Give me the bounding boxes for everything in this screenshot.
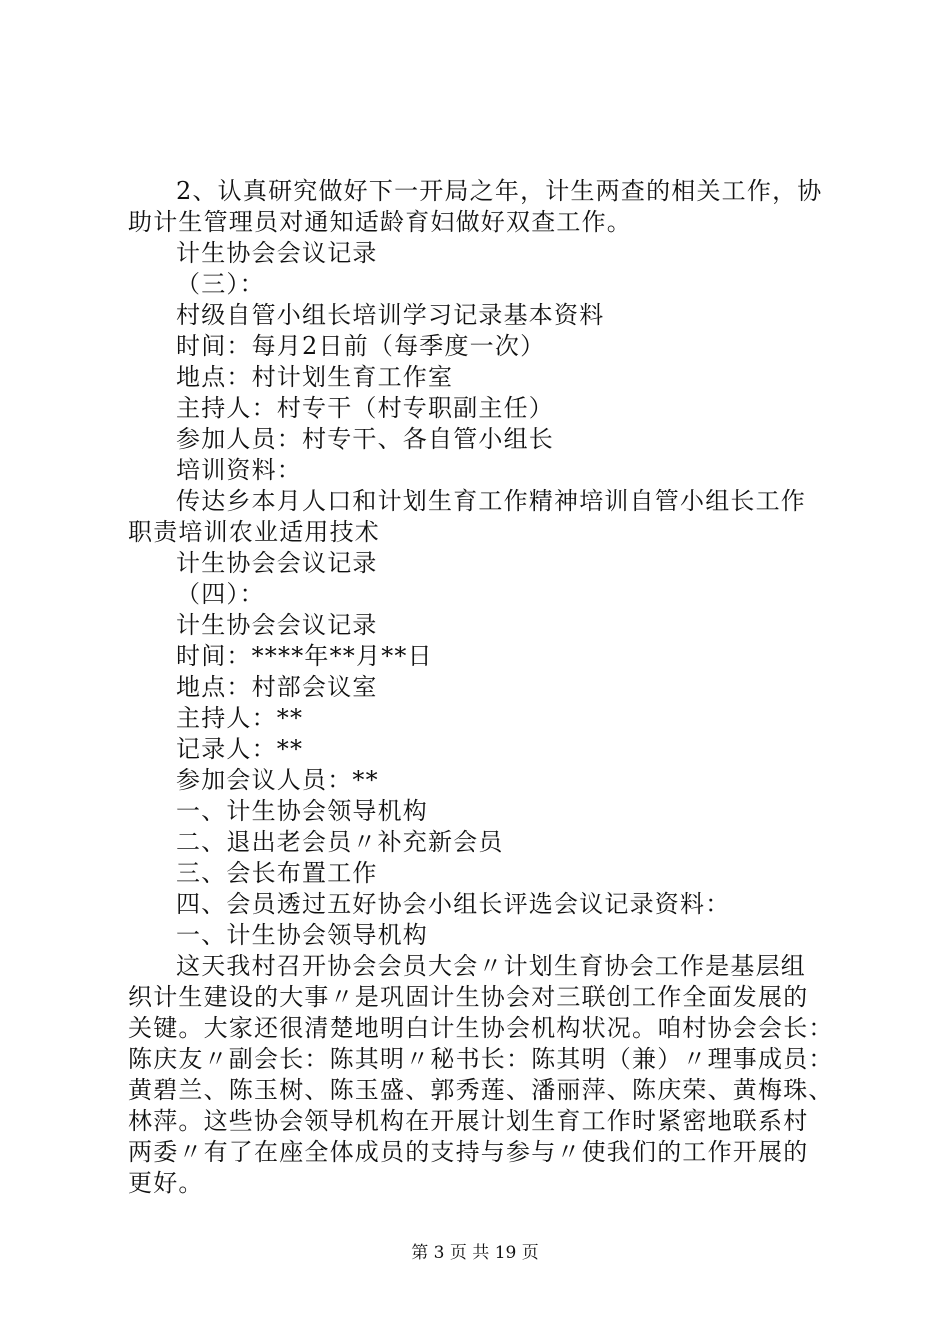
text-line: 陈庆友〃副会长：陈其明〃秘书长：陈其明（兼）〃理事成员： (128, 1045, 834, 1073)
text-line: 林萍。这些协会领导机构在开展计划生育工作时紧密地联系村 (128, 1107, 809, 1135)
text-line: 培训资料： (176, 456, 302, 484)
text-line: 记录人：** (176, 735, 304, 763)
text-line: 二、退出老会员〃补充新会员 (176, 828, 504, 856)
text-line: 一、计生协会领导机构 (176, 921, 428, 949)
text-line: 更好。 (128, 1169, 204, 1197)
text-line: 参加人员：村专干、各自管小组长 (176, 425, 554, 453)
text-line: 黄碧兰、陈玉树、陈玉盛、郭秀莲、潘丽萍、陈庆荣、黄梅珠、 (128, 1076, 834, 1104)
text-line: 时间：每月2日前（每季度一次） (176, 332, 546, 360)
document-body (128, 176, 836, 1199)
text-line: （三）： (176, 270, 265, 298)
text-line: 传达乡本月人口和计划生育工作精神培训自管小组长工作 (176, 487, 806, 515)
text-line: 职责培训农业适用技术 (128, 518, 380, 546)
text-line: （四）： (176, 580, 265, 608)
text-line: 计生协会会议记录 (176, 611, 378, 639)
text-line: 一、计生协会领导机构 (176, 797, 428, 825)
text-line: 织计生建设的大事〃是巩固计生协会对三联创工作全面发展的 (128, 983, 809, 1011)
text-line: 时间：****年**月**日 (176, 642, 433, 670)
text-line: 主持人：** (176, 704, 304, 732)
text-line: 2、认真研究做好下一开局之年，计生两查的相关工作，协 (176, 177, 823, 205)
text-line: 地点：村计划生育工作室 (176, 363, 454, 391)
text-line: 主持人：村专干（村专职副主任） (176, 394, 554, 422)
text-line: 村级自管小组长培训学习记录基本资料 (176, 301, 605, 329)
text-line: 参加会议人员：** (176, 766, 379, 794)
text-line: 三、会长布置工作 (176, 859, 378, 887)
page-number-footer: 第 3 页 共 19 页 (411, 1243, 539, 1263)
text-line: 助计生管理员对通知适龄育妇做好双查工作。 (128, 208, 632, 236)
text-line: 这天我村召开协会会员大会〃计划生育协会工作是基层组 (176, 952, 806, 980)
text-line: 关键。大家还很清楚地明白计生协会机构状况。咱村协会会长： (128, 1014, 834, 1042)
text-line: 地点：村部会议室 (176, 673, 378, 701)
text-line: 四、会员透过五好协会小组长评选会议记录资料： (176, 890, 731, 918)
text-line: 两委〃有了在座全体成员的支持与参与〃使我们的工作开展的 (128, 1138, 809, 1166)
text-line: 计生协会会议记录 (176, 239, 378, 267)
text-line: 计生协会会议记录 (176, 549, 378, 577)
